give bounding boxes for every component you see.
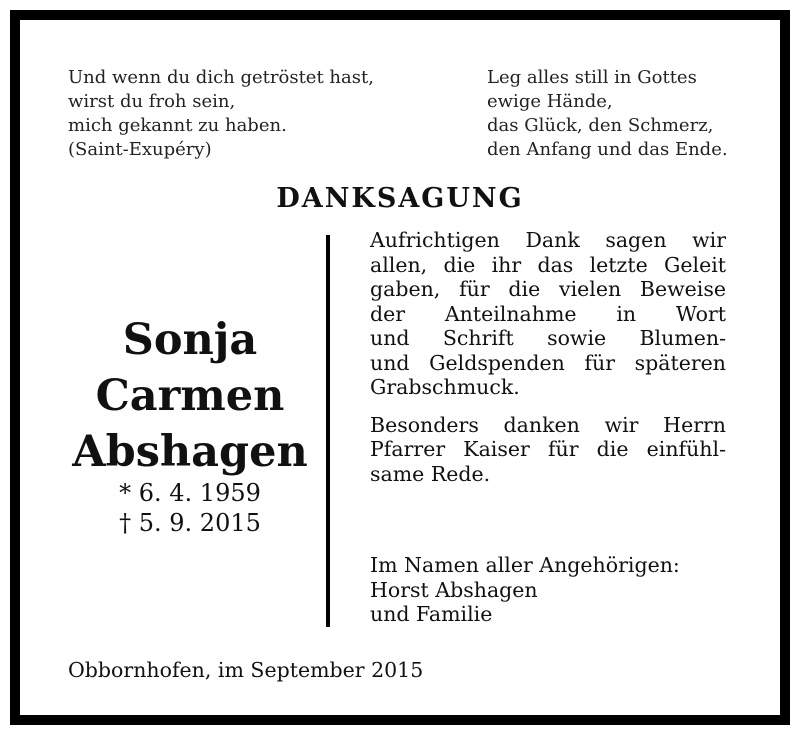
signature-line: und Familie [370, 602, 493, 626]
first-name: Sonja [122, 315, 258, 365]
verse-line: den Anfang und das Ende. [487, 139, 728, 160]
message-line: und Geldspenden für späteren [370, 350, 726, 375]
message-paragraph-2 [370, 413, 726, 487]
notice-heading: DANKSAGUNG [276, 183, 524, 214]
verse-line: wirst du froh sein, [68, 91, 236, 112]
signature-name: Horst Abshagen [370, 577, 538, 602]
message-line: gaben, für die vielen Beweise [370, 277, 726, 301]
message-line: Aufrichtigen Dank sagen wir [370, 228, 726, 252]
message-line: der Anteilnahme in Wort [370, 301, 726, 326]
verse-left [68, 66, 374, 162]
verse-line: Leg alles still in Gottes [487, 67, 697, 88]
verse-line: ewige Hände, [487, 91, 613, 112]
vertical-divider [326, 235, 330, 627]
signature-line: Im Namen aller Angehörigen: [370, 553, 680, 577]
deceased-name [40, 312, 340, 480]
death-date: † 5. 9. 2015 [119, 509, 261, 537]
verse-line: Und wenn du dich getröstet hast, [68, 67, 374, 88]
message-line: Pfarrer Kaiser für die einfühl- [370, 437, 726, 461]
last-name: Abshagen [72, 427, 308, 477]
verse-line: mich gekannt zu haben. [68, 115, 287, 136]
message-line: Besonders danken wir Herrn [370, 412, 726, 437]
verse-attribution: (Saint-Exupéry) [68, 139, 212, 160]
message-line: Grabschmuck. [370, 375, 520, 399]
message-line: allen, die ihr das letzte Geleit [370, 252, 726, 277]
verse-right [487, 66, 728, 162]
message-line: same Rede. [370, 461, 491, 486]
signature-block [370, 553, 680, 627]
middle-name: Carmen [95, 371, 285, 421]
verse-line: das Glück, den Schmerz, [487, 115, 714, 136]
life-dates [40, 478, 340, 538]
birth-date: * 6. 4. 1959 [119, 479, 261, 507]
notice-frame [10, 10, 790, 725]
thank-you-message [370, 228, 726, 499]
message-paragraph-1 [370, 228, 726, 400]
message-line: und Schrift sowie Blumen- [370, 326, 726, 350]
place-and-date: Obbornhofen, im September 2015 [68, 658, 424, 682]
